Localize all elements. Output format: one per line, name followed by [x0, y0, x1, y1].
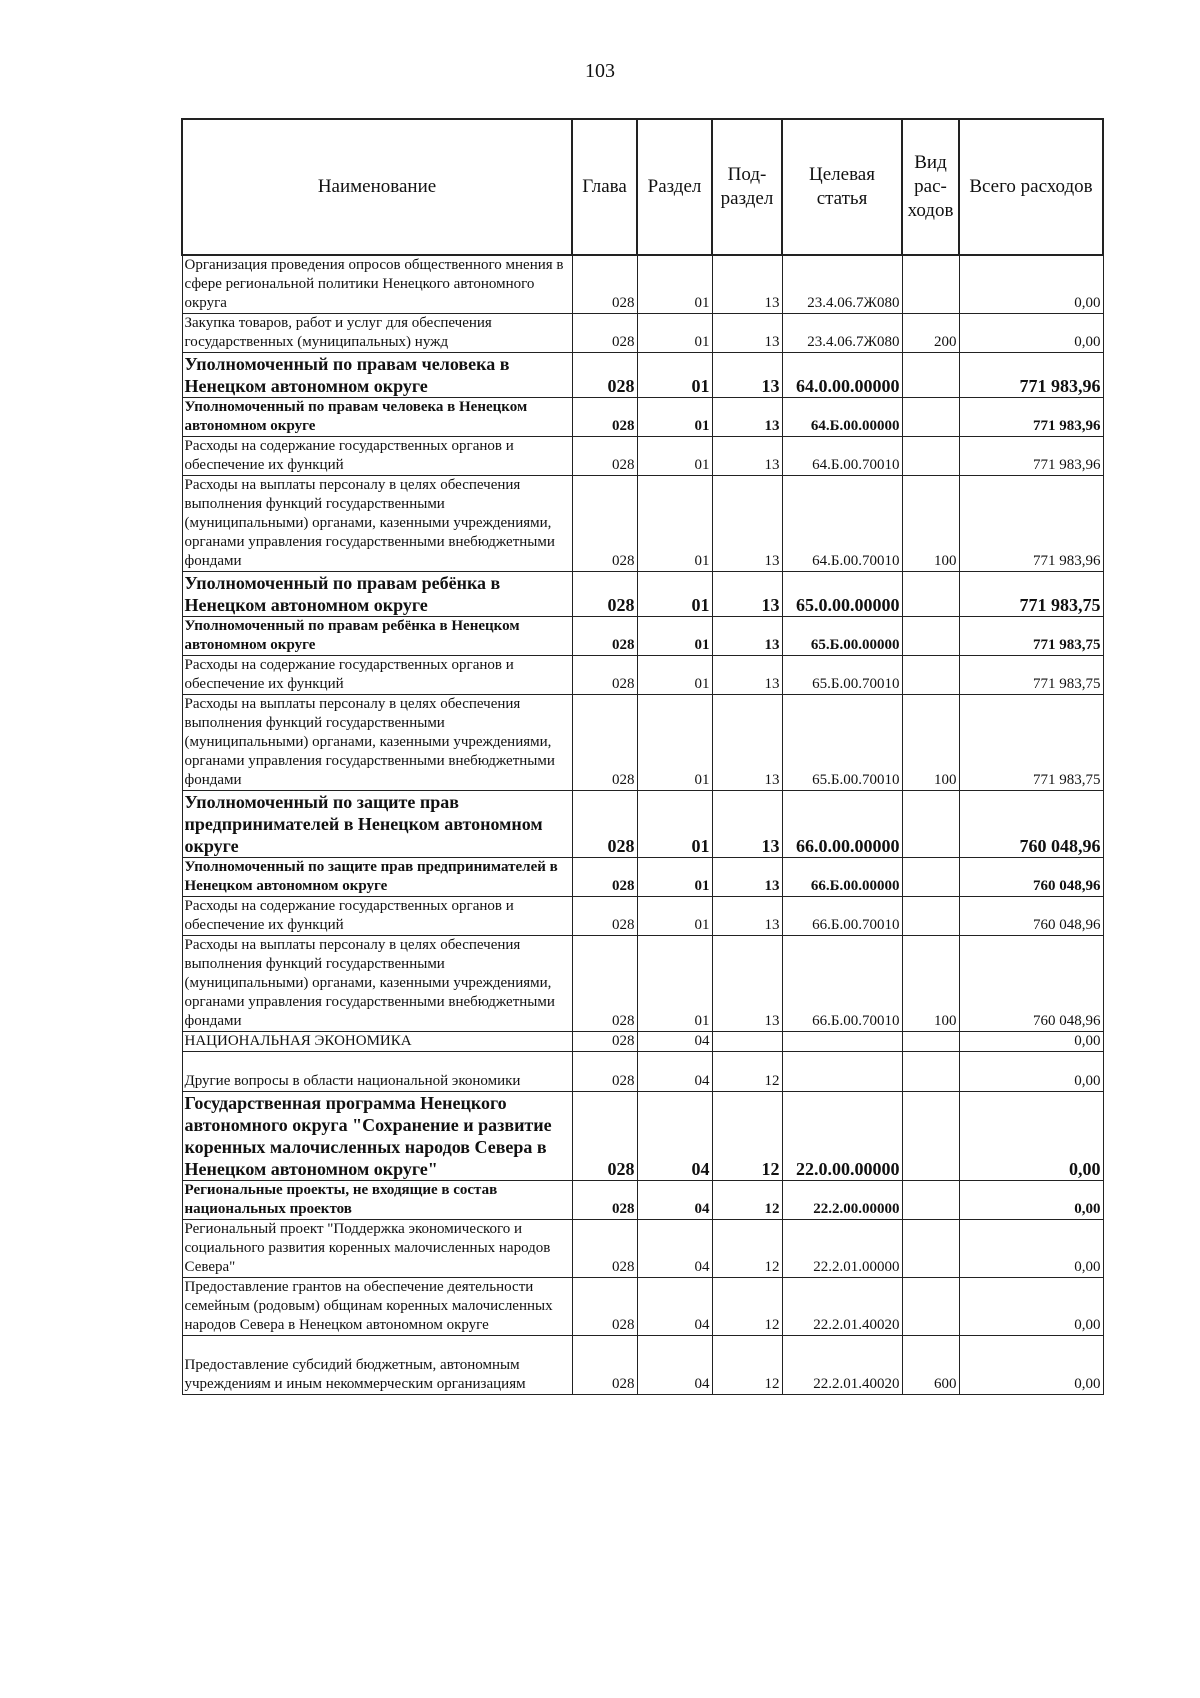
- row-exp-type: [902, 255, 959, 314]
- row-target: 22.2.01.40020: [782, 1278, 902, 1336]
- row-total: 760 048,96: [959, 936, 1103, 1032]
- row-chapter: 028: [572, 398, 637, 437]
- table-row: [182, 1181, 1103, 1220]
- row-name: Государственная программа Ненецкого автономного округа "Сохранение и развитие коренных малочисленных народов Севера в Ненецком автономном округе": [182, 1092, 572, 1181]
- row-exp-type: [902, 353, 959, 398]
- row-subsection: 13: [712, 398, 782, 437]
- header-section: Раздел: [637, 119, 712, 255]
- row-section: 01: [637, 255, 712, 314]
- row-total: 0,00: [959, 255, 1103, 314]
- table-row: [182, 858, 1103, 897]
- row-subsection: 13: [712, 437, 782, 476]
- row-total: 771 983,75: [959, 656, 1103, 695]
- row-target: 23.4.06.7Ж080: [782, 314, 902, 353]
- row-section: 01: [637, 791, 712, 858]
- row-target: 65.0.00.00000: [782, 572, 902, 617]
- row-total: 771 983,96: [959, 398, 1103, 437]
- row-total: 771 983,75: [959, 572, 1103, 617]
- header-total: Всего расходов: [959, 119, 1103, 255]
- row-exp-type: [902, 437, 959, 476]
- row-name: Уполномоченный по правам человека в Ненецком автономном округе: [182, 353, 572, 398]
- row-total: 0,00: [959, 1336, 1103, 1395]
- header-name: Наименование: [182, 119, 572, 255]
- row-target: 66.Б.00.70010: [782, 936, 902, 1032]
- row-name: НАЦИОНАЛЬНАЯ ЭКОНОМИКА: [182, 1032, 572, 1052]
- table-row: [182, 936, 1103, 1032]
- row-target: 66.Б.00.00000: [782, 858, 902, 897]
- row-subsection: 13: [712, 858, 782, 897]
- row-chapter: 028: [572, 897, 637, 936]
- row-target: 22.2.01.40020: [782, 1336, 902, 1395]
- row-section: 01: [637, 617, 712, 656]
- row-chapter: 028: [572, 1336, 637, 1395]
- row-exp-type: [902, 1032, 959, 1052]
- table-row: [182, 1336, 1103, 1395]
- row-chapter: 028: [572, 1220, 637, 1278]
- row-name: Организация проведения опросов общественного мнения в сфере региональной политики Ненецкого автономного округа: [182, 255, 572, 314]
- row-name: Уполномоченный по защите прав предпринимателей в Ненецком автономном округе: [182, 858, 572, 897]
- row-subsection: [712, 1032, 782, 1052]
- row-total: 0,00: [959, 1032, 1103, 1052]
- row-chapter: 028: [572, 255, 637, 314]
- row-subsection: 13: [712, 314, 782, 353]
- row-name: Расходы на содержание государственных органов и обеспечение их функций: [182, 897, 572, 936]
- row-exp-type: 600: [902, 1336, 959, 1395]
- table-row: [182, 437, 1103, 476]
- row-total: 771 983,75: [959, 617, 1103, 656]
- row-target: 23.4.06.7Ж080: [782, 255, 902, 314]
- row-exp-type: [902, 656, 959, 695]
- row-section: 04: [637, 1032, 712, 1052]
- header-subsection: Под-раздел: [712, 119, 782, 255]
- row-subsection: 13: [712, 791, 782, 858]
- header-target: Целевая статья: [782, 119, 902, 255]
- table-row: [182, 398, 1103, 437]
- row-subsection: 12: [712, 1092, 782, 1181]
- row-section: 01: [637, 437, 712, 476]
- row-subsection: 13: [712, 572, 782, 617]
- table-row: [182, 1092, 1103, 1181]
- row-target: 65.Б.00.70010: [782, 695, 902, 791]
- row-total: 0,00: [959, 1092, 1103, 1181]
- table-row: [182, 314, 1103, 353]
- row-subsection: 13: [712, 695, 782, 791]
- row-total: 0,00: [959, 1278, 1103, 1336]
- row-total: 771 983,96: [959, 476, 1103, 572]
- row-target: 64.Б.00.70010: [782, 437, 902, 476]
- row-target: 22.2.00.00000: [782, 1181, 902, 1220]
- row-chapter: 028: [572, 858, 637, 897]
- table-row: [182, 476, 1103, 572]
- row-section: 01: [637, 695, 712, 791]
- row-section: 01: [637, 314, 712, 353]
- table-row: [182, 897, 1103, 936]
- row-target: 66.0.00.00000: [782, 791, 902, 858]
- row-exp-type: [902, 1181, 959, 1220]
- row-subsection: 13: [712, 656, 782, 695]
- row-section: 04: [637, 1052, 712, 1092]
- row-target: [782, 1032, 902, 1052]
- row-name: Расходы на выплаты персоналу в целях обеспечения выполнения функций государственными (муниципальными) органами, казенными учреждениями, органами управления государственными внебюджетными фондами: [182, 936, 572, 1032]
- row-chapter: 028: [572, 314, 637, 353]
- row-exp-type: [902, 897, 959, 936]
- row-total: 771 983,96: [959, 437, 1103, 476]
- row-chapter: 028: [572, 1278, 637, 1336]
- table-row: [182, 791, 1103, 858]
- row-name: Расходы на содержание государственных органов и обеспечение их функций: [182, 437, 572, 476]
- row-exp-type: [902, 398, 959, 437]
- row-subsection: 13: [712, 476, 782, 572]
- table-row: [182, 1220, 1103, 1278]
- header-exp-type: Вид рас-ходов: [902, 119, 959, 255]
- row-chapter: 028: [572, 476, 637, 572]
- row-name: Уполномоченный по правам ребёнка в Ненецком автономном округе: [182, 617, 572, 656]
- row-exp-type: [902, 572, 959, 617]
- row-name: Уполномоченный по правам человека в Ненецком автономном округе: [182, 398, 572, 437]
- row-section: 01: [637, 398, 712, 437]
- row-subsection: 12: [712, 1181, 782, 1220]
- row-total: 0,00: [959, 1220, 1103, 1278]
- row-chapter: 028: [572, 936, 637, 1032]
- row-chapter: 028: [572, 695, 637, 791]
- row-target: 66.Б.00.70010: [782, 897, 902, 936]
- row-subsection: 13: [712, 936, 782, 1032]
- row-exp-type: 100: [902, 695, 959, 791]
- row-subsection: 13: [712, 897, 782, 936]
- row-total: 0,00: [959, 314, 1103, 353]
- row-subsection: 13: [712, 353, 782, 398]
- row-name: Уполномоченный по защите прав предпринимателей в Ненецком автономном округе: [182, 791, 572, 858]
- row-section: 01: [637, 572, 712, 617]
- row-exp-type: [902, 1052, 959, 1092]
- row-chapter: 028: [572, 1092, 637, 1181]
- row-section: 04: [637, 1220, 712, 1278]
- row-target: 64.0.00.00000: [782, 353, 902, 398]
- row-name: Закупка товаров, работ и услуг для обеспечения государственных (муниципальных) нужд: [182, 314, 572, 353]
- row-section: 04: [637, 1278, 712, 1336]
- row-target: 64.Б.00.00000: [782, 398, 902, 437]
- row-target: 22.0.00.00000: [782, 1092, 902, 1181]
- table-row: [182, 1278, 1103, 1336]
- row-exp-type: 100: [902, 936, 959, 1032]
- row-exp-type: [902, 1278, 959, 1336]
- row-section: 04: [637, 1336, 712, 1395]
- table-row: [182, 255, 1103, 314]
- row-total: 0,00: [959, 1052, 1103, 1092]
- row-chapter: 028: [572, 617, 637, 656]
- row-subsection: 12: [712, 1220, 782, 1278]
- table-row: [182, 572, 1103, 617]
- row-total: 771 983,96: [959, 353, 1103, 398]
- row-name: Расходы на содержание государственных органов и обеспечение их функций: [182, 656, 572, 695]
- table-row: [182, 1032, 1103, 1052]
- row-target: 65.Б.00.70010: [782, 656, 902, 695]
- row-target: 65.Б.00.00000: [782, 617, 902, 656]
- row-name: Расходы на выплаты персоналу в целях обеспечения выполнения функций государственными (муниципальными) органами, казенными учреждениями, органами управления государственными внебюджетными фондами: [182, 476, 572, 572]
- table-row: [182, 617, 1103, 656]
- row-chapter: 028: [572, 1032, 637, 1052]
- row-name: Предоставление грантов на обеспечение деятельности семейным (родовым) общинам коренных малочисленных народов Севера в Ненецком автономном округе: [182, 1278, 572, 1336]
- row-exp-type: [902, 791, 959, 858]
- budget-table: [181, 118, 1104, 1395]
- row-section: 01: [637, 353, 712, 398]
- row-target: 22.2.01.00000: [782, 1220, 902, 1278]
- row-section: 01: [637, 897, 712, 936]
- row-subsection: 12: [712, 1052, 782, 1092]
- row-chapter: 028: [572, 1052, 637, 1092]
- row-total: 760 048,96: [959, 858, 1103, 897]
- row-chapter: 028: [572, 353, 637, 398]
- row-chapter: 028: [572, 572, 637, 617]
- row-chapter: 028: [572, 656, 637, 695]
- row-chapter: 028: [572, 437, 637, 476]
- row-exp-type: [902, 1220, 959, 1278]
- row-name: Предоставление субсидий бюджетным, автономным учреждениям и иным некоммерческим организациям: [182, 1336, 572, 1395]
- row-name: Региональный проект "Поддержка экономического и социального развития коренных малочисленных народов Севера": [182, 1220, 572, 1278]
- row-total: 760 048,96: [959, 897, 1103, 936]
- table-row: [182, 353, 1103, 398]
- row-subsection: 12: [712, 1336, 782, 1395]
- table-row: [182, 1052, 1103, 1092]
- row-subsection: 13: [712, 255, 782, 314]
- row-name: Расходы на выплаты персоналу в целях обеспечения выполнения функций государственными (муниципальными) органами, казенными учреждениями, органами управления государственными внебюджетными фондами: [182, 695, 572, 791]
- row-exp-type: [902, 858, 959, 897]
- row-target: 64.Б.00.70010: [782, 476, 902, 572]
- row-chapter: 028: [572, 791, 637, 858]
- row-exp-type: 200: [902, 314, 959, 353]
- row-section: 01: [637, 656, 712, 695]
- row-target: [782, 1052, 902, 1092]
- row-section: 01: [637, 858, 712, 897]
- row-name: Уполномоченный по правам ребёнка в Ненецком автономном округе: [182, 572, 572, 617]
- row-name: Региональные проекты, не входящие в состав национальных проектов: [182, 1181, 572, 1220]
- row-exp-type: [902, 1092, 959, 1181]
- row-section: 01: [637, 476, 712, 572]
- row-subsection: 13: [712, 617, 782, 656]
- table-row: [182, 656, 1103, 695]
- header-chapter: Глава: [572, 119, 637, 255]
- table-header-row: [182, 119, 1103, 255]
- row-chapter: 028: [572, 1181, 637, 1220]
- row-exp-type: [902, 617, 959, 656]
- row-subsection: 12: [712, 1278, 782, 1336]
- row-section: 04: [637, 1092, 712, 1181]
- table-row: [182, 695, 1103, 791]
- row-total: 771 983,75: [959, 695, 1103, 791]
- row-name: Другие вопросы в области национальной экономики: [182, 1052, 572, 1092]
- row-total: 760 048,96: [959, 791, 1103, 858]
- row-total: 0,00: [959, 1181, 1103, 1220]
- page-number: 103: [585, 60, 615, 82]
- row-section: 04: [637, 1181, 712, 1220]
- row-section: 01: [637, 936, 712, 1032]
- row-exp-type: 100: [902, 476, 959, 572]
